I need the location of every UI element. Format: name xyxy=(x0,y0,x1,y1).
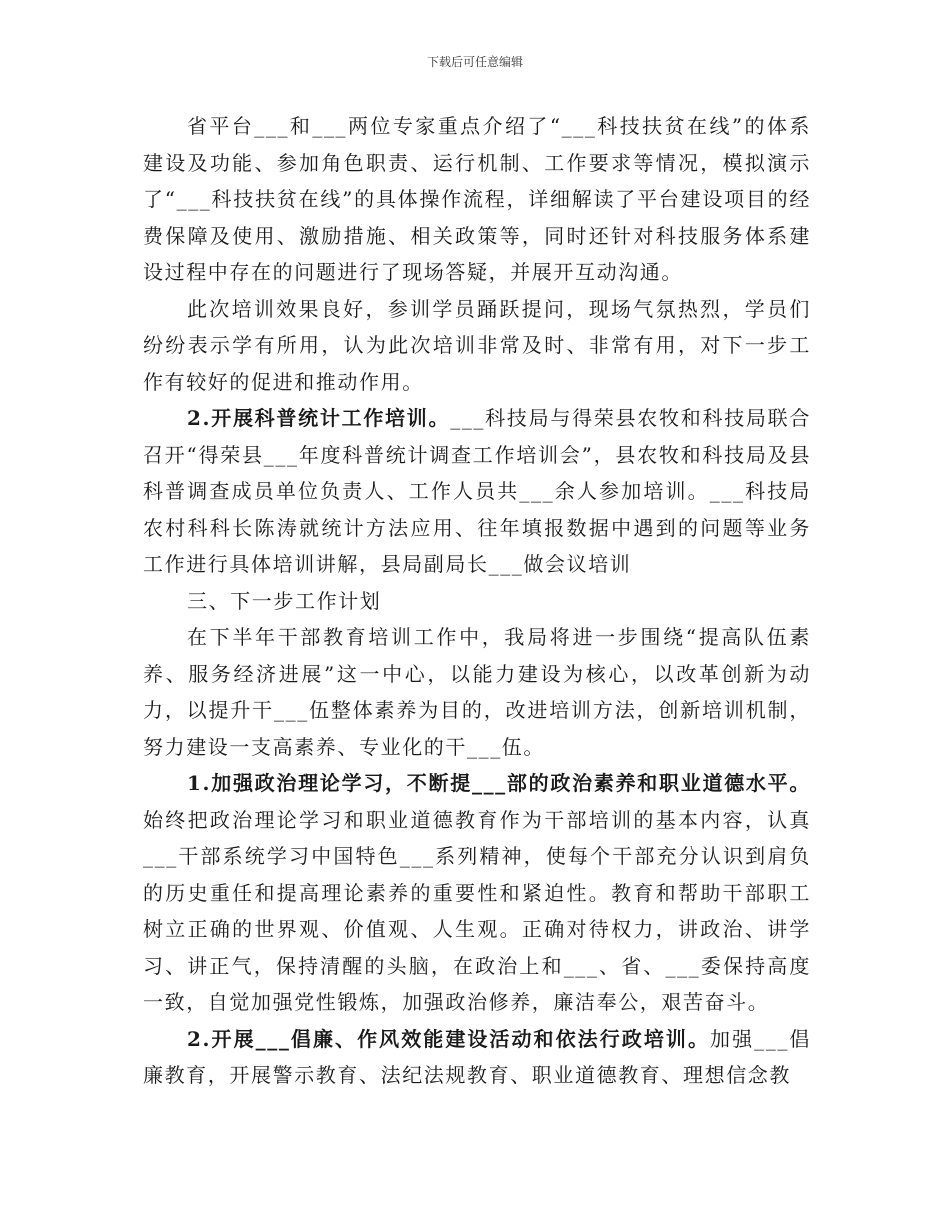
page-header: 下载后可任意编辑 xyxy=(426,55,523,69)
paragraph-lead-heading: 1.加强政治理论学习，不断提___部的政治素养和职业道德水平。 xyxy=(187,771,811,795)
paragraph-political-study xyxy=(143,765,811,1021)
paragraph-lead-heading: 2.开展___倡廉、作风效能建设活动和依法行政培训。 xyxy=(187,1026,711,1051)
paragraph-statistics-training xyxy=(143,400,811,583)
paragraph-body-text: 始终把政治理论学习和职业道德教育作为干部培训的基本内容，认真___干部系统学习中国特色___系列精神，使每个干部充分认识到肩负的历史重任和提高理论素养的重要性和紧迫性。教育和帮助干部职工树立正确的世界观、价值观、人生观。正确对待权力，讲政治、讲学习、讲正气，保持清醒的头脑，在政治上和___、省、___委保持高度一致，自觉加强党性锻炼，加强政治修养，廉洁奉公，艰苦奋斗。 xyxy=(143,807,811,1014)
paragraph-training-effect: 此次培训效果良好，参训学员踊跃提问，现场气氛热烈，学员们纷纷表示学有所用，认为此次培训非常及时、非常有用，对下一步工作有较好的促进和推动作用。 xyxy=(143,296,811,394)
paragraph-integrity-training xyxy=(143,1021,811,1094)
paragraph-body-text: 加强___倡廉教育，开展警示教育、法纪法规教育、职业道德教育、理想信念教 xyxy=(143,1026,811,1087)
paragraph-lead-heading: 2.开展科普统计工作培训。 xyxy=(187,406,451,430)
paragraph-body-text: ___科技局与得荣县农牧和科技局联合召开“得荣县___年度科普统计调查工作培训会”，县农牧和科技局及县科普调查成员单位负责人、工作人员共___余人参加培训。___科技局农村科科长陈涛就统计方法应用、往年填报数据中遇到的问题等业务工作进行具体培训讲解，县局副局长___做会议培训 xyxy=(143,406,811,576)
paragraph-expert-intro: 省平台___和___两位专家重点介绍了“___科技扶贫在线”的体系建设及功能、参加角色职责、运行机制、工作要求等情况，模拟演示了“___科技扶贫在线”的具体操作流程，详细解读了平台建设项目的经费保障及使用、激励措施、相关政策等，同时还针对科技服务体系建设过程中存在的问题进行了现场答疑，并展开互动沟通。 xyxy=(143,114,811,284)
section-heading-next-plan: 三、下一步工作计划 xyxy=(187,588,382,613)
paragraph-plan-intro: 在下半年干部教育培训工作中，我局将进一步围绕“提高队伍素养、服务经济进展”这一中心，以能力建设为核心，以改革创新为动力，以提升干___伍整体素养为目的，改进培训方法，创新培训机制，努力建设一支高素养、专业化的干___伍。 xyxy=(143,625,811,759)
document-body xyxy=(143,108,811,1094)
